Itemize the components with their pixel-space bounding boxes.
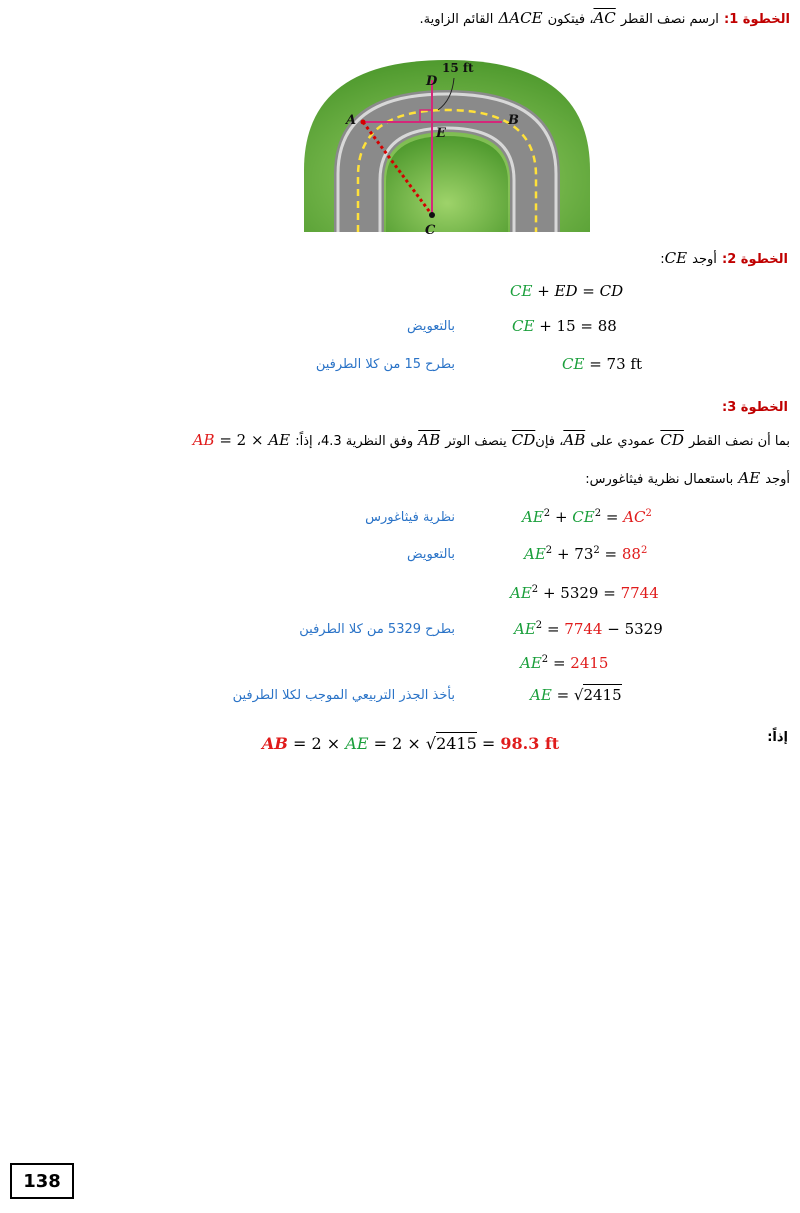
step1-text-2: ، فيتكون [547,12,594,27]
p1-text-4: ينصف الوتر [445,434,507,449]
eq3-ce: CE [562,355,585,373]
conclusion-result: 98.3 ft [500,734,560,753]
label-a: A [346,113,357,128]
conclusion-label: إذاً: [767,730,788,745]
pyth-eq4-n1: 7744 [564,620,603,638]
pyth-reason2: بالتعويض [407,547,455,562]
pyth-eq3: $AE^2 + 5329 = 7744$ [510,584,659,602]
eq3-rest: = 73 ft [584,355,642,373]
pyth-reason6: بأخذ الجذر التربيعي الموجب لكلا الطرفين [232,688,455,703]
p1-result-ae: AE [268,431,291,449]
step2-eq2 [512,317,617,335]
page-number: 138 [10,1163,74,1199]
p2-text-1: أوجد [765,472,790,487]
step3-label: الخطوة 3: [722,400,788,415]
pyth-eq4: $AE^2 = 7744 - 5329$ [514,620,663,638]
pyth-reason1: نظرية فيثاغورس [365,510,455,525]
pyth-eq5-n1: 2415 [570,654,609,672]
step2-var: CE [664,249,688,267]
pyth-eq2-n1: 73 [574,545,594,563]
step2-eq3 [562,355,642,373]
conclusion-mid: = 2 × [287,734,346,753]
step2-reason2: بالتعويض [407,319,455,334]
pyth-eq3-n1: 5329 [560,584,599,602]
conclusion-equation: AB = 2 × AE = 2 × √2415 = 98.3 ft [262,734,560,753]
conclusion-ab: AB [262,734,288,753]
step3-para1 [0,430,800,449]
p1-text-2: عمودي على [590,434,656,449]
step1-text-3: القائم الزاوية. [419,12,494,27]
step3-para2 [0,468,800,487]
p1-cd: CD [660,431,684,449]
conclusion-ae: AE [345,734,369,753]
p1-ab-2: AB [418,431,441,449]
point-c [429,212,435,218]
p1-result-ab: AB [192,431,215,449]
p2-text-2: باستعمال نظرية فيثاغورس: [585,472,734,487]
pyth-eq4-n2: 5329 [624,620,663,638]
label-e: E [436,126,446,141]
eq2-ce: CE [512,317,535,335]
p1-cd-2: CD [511,431,536,449]
p1-ab: AB [563,431,586,449]
step1-text-1: ارسم نصف القطر [620,12,719,27]
label-d: D [426,74,438,89]
eq2-rest: + 15 = 88 [534,317,617,335]
step1-label: الخطوة 1: [724,12,790,27]
step3-heading [0,396,800,415]
conclusion-eq: = [476,734,501,753]
pyth-eq5: $AE^2 = 2415$ [520,654,609,672]
label-c: C [425,223,436,238]
pyth-reason4: بطرح 5329 من كلا الطرفين [299,622,455,637]
conclusion-mid2: = 2 × [368,734,426,753]
step2-text: أوجد [692,252,717,267]
pyth-eq1: $AE^2 + CE^2 = AC^2$ [522,508,652,526]
p1-text-1: بما أن نصف القطر [689,434,790,449]
track-figure [292,52,602,238]
conclusion-root: 2415 [436,734,477,753]
step2-eq1 [510,282,623,300]
p1-result [193,431,290,449]
step2-line [0,248,800,267]
eq1-rest: + ED = CD [532,282,624,300]
pyth-eq2-n2: 88 [621,545,641,563]
p1-text-3: ، فإن [535,434,564,449]
pyth-eq2: $AE^2 + 73^2 = 88^2$ [524,545,648,563]
p2-var: AE [738,469,761,487]
eq1-ce: CE [510,282,533,300]
p1-text-5: وفق النظرية 4.3، إذاً: [295,434,414,449]
point-a [361,120,366,125]
pyth-eq6: AE = √2415 [530,686,622,704]
step2-reason3: بطرح 15 من كلا الطرفين [315,357,455,372]
step1-line [0,8,800,27]
step2-label: الخطوة 2: [722,252,788,267]
step2-colon: : [660,252,665,267]
step1-triangle: ΔACE [498,9,543,27]
step1-segment-ac: AC [593,9,616,27]
p1-result-mid: = 2 × [214,431,269,449]
pyth-eq6-n1: 2415 [583,686,622,704]
label-distance: 15 ft [442,61,474,75]
grass-inner [386,136,508,232]
label-b: B [508,113,519,128]
pyth-eq3-n2: 7744 [620,584,659,602]
